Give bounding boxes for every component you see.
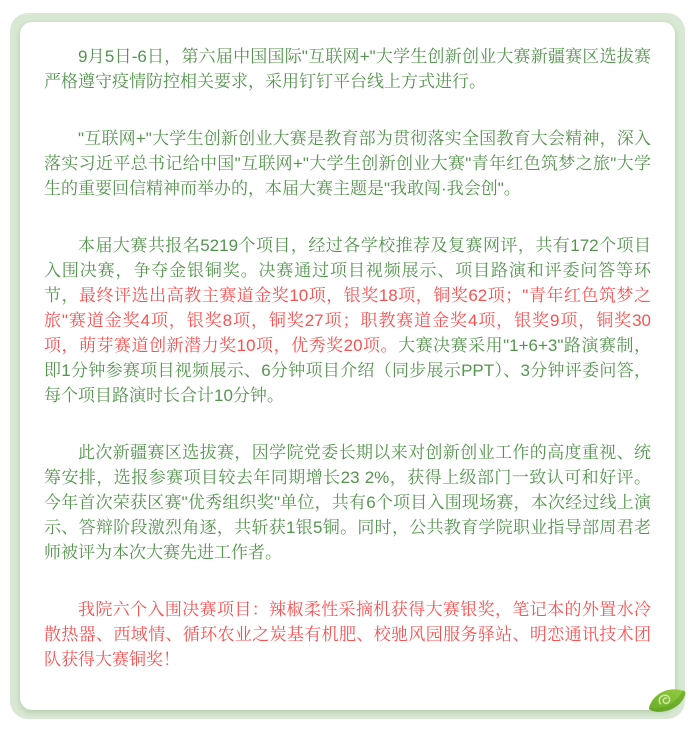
leaf-icon: [646, 684, 688, 716]
paragraph: [44, 597, 651, 672]
paragraph: [44, 440, 651, 565]
paragraph: [44, 44, 651, 94]
text-segment-green: 本届大赛共报名5219个项目，经过各学校推荐及复赛网评，共有172个项目入围决赛，争夺金银铜奖。决赛通过项目视频展示、项目路演和评委问答等环节，: [44, 236, 651, 305]
paragraph: [44, 233, 651, 408]
paragraph: [44, 126, 651, 201]
text-segment-green: 此次新疆赛区选拔赛，因学院党委长期以来对创新创业工作的高度重视、统筹安排，选报参赛项目较去年同期增长23 2%，获得上级部门一致认可和好评。今年首次荣获区赛"优秀组织奖"单位，共有6个项目入围现场赛，本次经过线上演示、答辩阶段激烈角逐，共斩获1银5铜。同时，公共教育学院职业指导部周君老师被评为本次大赛先进工作者。: [44, 443, 651, 562]
text-segment-red: 最终评选出高教主赛道金奖10项，银奖18项，铜奖62项；"青年红色筑梦之旅"赛道金奖4项，银奖8项，铜奖27项；职教赛道金奖4项，银奖9项，铜奖30项，萌芽赛道创新潜力奖10项，优秀奖20项。: [44, 286, 651, 355]
text-segment-green: "互联网+"大学生创新创业大赛是教育部为贯彻落实全国教育大会精神，深入落实习近平总书记给中国"互联网+"大学生创新创业大赛"青年红色筑梦之旅"大学生的重要回信精神而举办的，本届大赛主题是"我敢闯·我会创"。: [44, 129, 651, 198]
text-segment-green: 9月5日-6日，第六届中国国际"互联网+"大学生创新创业大赛新疆赛区选拔赛严格遵守疫情防控相关要求，采用钉钉平台线上方式进行。: [44, 47, 651, 91]
text-segment-red: 我院六个入围决赛项目：辣椒柔性采摘机获得大赛银奖，笔记本的外置水冷散热器、西域情、循环农业之炭基有机肥、校驰风园服务驿站、明恋通讯技术团队获得大赛铜奖！: [44, 600, 651, 669]
article-panel: [20, 22, 675, 710]
article-content: [44, 44, 651, 690]
text-segment-green: 大赛决赛采用"1+6+3"路演赛制，即1分钟参赛项目视频展示、6分钟项目介绍（同步展示PPT）、3分钟评委问答，每个项目路演时长合计10分钟。: [44, 336, 651, 405]
